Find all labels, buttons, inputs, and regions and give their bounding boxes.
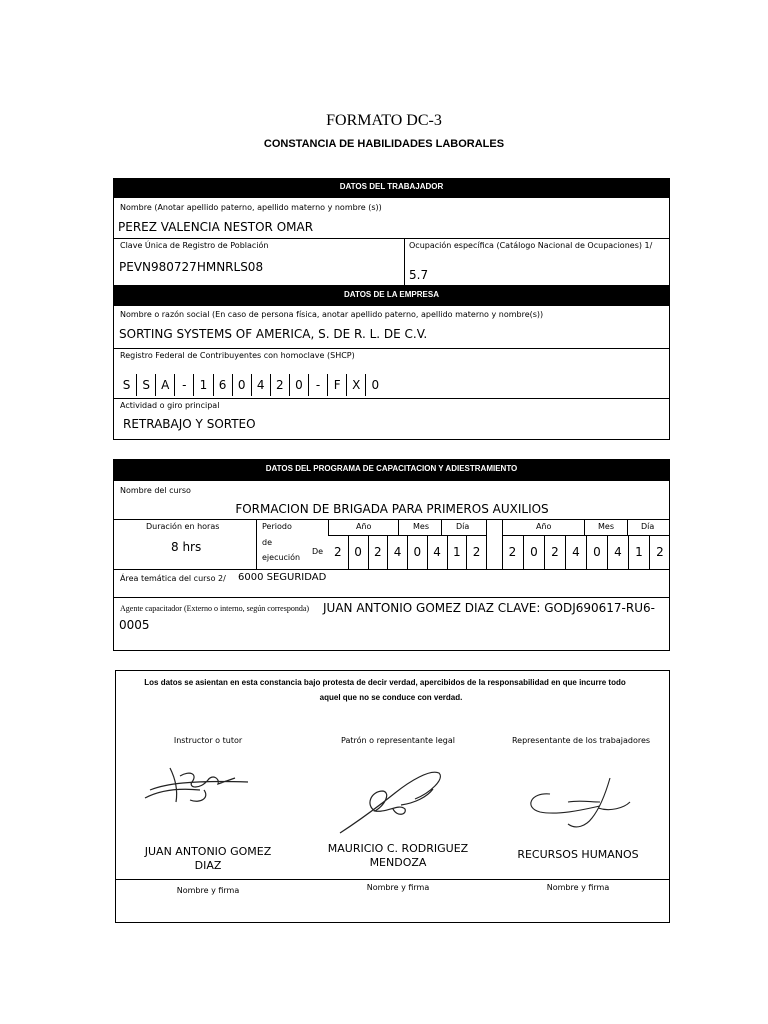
duration-value: 8 hrs — [171, 540, 202, 554]
declaration-text-cont: aquel que no se conduce con verdad. — [319, 693, 463, 702]
company-name-label: Nombre o razón social (En caso de persona física, anotar apellido paterno, apellido materno y nombre(s)) — [120, 310, 544, 319]
worker-name-value: PEREZ VALENCIA NESTOR OMAR — [118, 220, 314, 234]
course-label: Nombre del curso — [120, 486, 191, 495]
workers-signature — [520, 772, 638, 836]
period-label-execution: ejecución — [262, 553, 301, 562]
from-label: De — [312, 547, 324, 556]
agent-label: Agente capacitador (Externo o interno, según corresponda) — [120, 604, 310, 613]
employer-signature — [335, 765, 450, 837]
date-digit-box: 0 — [586, 535, 607, 569]
start-month-label: Mes — [413, 522, 429, 531]
date-digit-box: 2 — [334, 545, 342, 559]
activity-value: RETRABAJO Y SORTEO — [123, 417, 256, 431]
area-label: Área temática del curso 2/ — [120, 574, 226, 583]
company-name-value: SORTING SYSTEMS OF AMERICA, S. DE R. L. DE C.V. — [119, 327, 428, 341]
rfc-char-box: - — [174, 374, 193, 396]
period-label-de: de — [262, 538, 272, 547]
period-label: Periodo — [262, 522, 292, 531]
instructor-footer-label: Nombre y firma — [176, 886, 240, 895]
workers-name: RECURSOS HUMANOS — [517, 848, 639, 861]
program-section-header: DATOS DEL PROGRAMA DE CAPACITACION Y ADIESTRAMIENTO — [113, 459, 670, 481]
date-digit-box: 0 — [523, 535, 544, 569]
rfc-char-box: 1 — [193, 374, 212, 396]
curp-label: Clave Única de Registro de Población — [120, 241, 269, 250]
rfc-char-box: S — [136, 374, 155, 396]
date-digit-box: 1 — [628, 535, 649, 569]
workers-title: Representante de los trabajadores — [511, 736, 651, 745]
instructor-name — [118, 845, 298, 873]
date-digit-box: 2 — [466, 535, 486, 569]
employer-name-line2: MENDOZA — [369, 856, 427, 869]
course-value: FORMACION DE BRIGADA PARA PRIMEROS AUXILIOS — [235, 502, 549, 516]
occupation-label: Ocupación específica (Catálogo Nacional de Ocupaciones) 1/ — [409, 241, 653, 250]
agent-value: JUAN ANTONIO GOMEZ DIAZ CLAVE: GODJ690617-RU6- — [323, 601, 655, 615]
date-digit-box: 4 — [565, 535, 586, 569]
date-digit-box: 2 — [508, 545, 517, 559]
rfc-char-box: 0 — [365, 374, 384, 396]
date-digit-box: 0 — [407, 535, 427, 569]
date-digit-box: 4 — [607, 535, 628, 569]
rfc-char-box: A — [155, 374, 174, 396]
instructor-name-line2: DIAZ — [194, 859, 222, 872]
rfc-char-box: F — [327, 374, 346, 396]
date-digit-box: 2 — [544, 535, 565, 569]
agent-value-cont: 0005 — [119, 618, 150, 632]
rfc-char-box: 4 — [251, 374, 270, 396]
rfc-char-box: - — [308, 374, 327, 396]
date-digit-box: 4 — [427, 535, 447, 569]
rfc-char-box: S — [122, 378, 131, 392]
workers-footer-label: Nombre y firma — [546, 883, 610, 892]
end-day-label: Día — [641, 522, 655, 531]
duration-label: Duración en horas — [146, 522, 220, 531]
employer-name-line1: MAURICIO C. RODRIGUEZ — [327, 842, 469, 855]
end-month-label: Mes — [598, 522, 614, 531]
rfc-char-box: X — [346, 374, 365, 396]
activity-label: Actividad o giro principal — [120, 401, 220, 410]
instructor-signature — [140, 760, 260, 810]
curp-value: PEVN980727HMNRLS08 — [119, 260, 264, 274]
rfc-char-box: 6 — [213, 374, 232, 396]
worker-name-label: Nombre (Anotar apellido paterno, apellido materno y nombre (s)) — [120, 203, 382, 212]
form-subtitle: CONSTANCIA DE HABILIDADES LABORALES — [263, 138, 505, 150]
company-section-header: DATOS DE LA EMPRESA — [113, 285, 670, 306]
rfc-label: Registro Federal de Contribuyentes con homoclave (SHCP) — [120, 351, 355, 360]
rfc-char-box: 0 — [289, 374, 308, 396]
area-value: 6000 SEGURIDAD — [238, 572, 327, 583]
employer-footer-label: Nombre y firma — [366, 883, 430, 892]
instructor-title: Instructor o tutor — [173, 736, 243, 745]
instructor-name-line1: JUAN ANTONIO GOMEZ — [144, 845, 272, 858]
date-digit-box: 1 — [447, 535, 467, 569]
date-digit-box: 2 — [368, 535, 388, 569]
rfc-char-box: 2 — [270, 374, 289, 396]
start-day-label: Día — [456, 522, 470, 531]
date-digit-box: 0 — [348, 535, 368, 569]
rfc-char-box: 0 — [232, 374, 251, 396]
date-digit-box: 2 — [649, 535, 670, 569]
end-year-label: Año — [536, 522, 552, 531]
occupation-value: 5.7 — [409, 268, 429, 282]
date-digit-box: 4 — [387, 535, 407, 569]
employer-title: Patrón o representante legal — [341, 736, 455, 745]
employer-name — [308, 842, 488, 870]
form-title: FORMATO DC-3 — [326, 112, 442, 129]
worker-section-header: DATOS DEL TRABAJADOR — [113, 178, 670, 198]
declaration-text: Los datos se asientan en esta constancia bajo protesta de decir verdad, apercibidos de la responsabilidad en que incurre todo — [144, 678, 626, 687]
start-year-label: Año — [356, 522, 372, 531]
